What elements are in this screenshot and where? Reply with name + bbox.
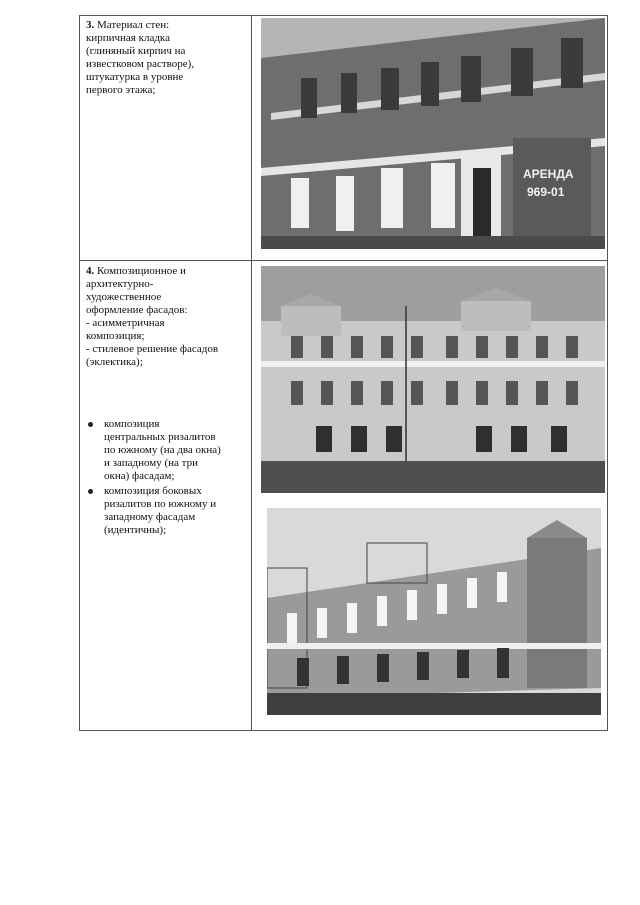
bullet-dot	[88, 489, 93, 494]
building-photo-3	[267, 508, 601, 715]
building-photo-2	[261, 266, 605, 493]
photo-sign-line-1: АРЕНДА	[523, 167, 574, 181]
document-table	[79, 15, 608, 731]
building-photo-2-drawing	[261, 266, 605, 493]
column-divider	[251, 16, 252, 730]
row-4-text: 4. Композиционное и архитектурно- художественное оформление фасадов: - асимметричная композиция; - стилевое решение фасадов (эклектика);	[86, 265, 219, 368]
building-photo-1-drawing	[261, 18, 605, 249]
bullet-item-side-risalits: композиция боковых ризалитов по южному и западному фасадам (идентичны);	[86, 485, 252, 537]
bullet-dot	[88, 422, 93, 427]
row-3-text: 3. Материал стен: кирпичная кладка (глиняный кирпич на известковом растворе), штукатурка в уровне первого этажа;	[86, 19, 195, 96]
row-4-bullet-list	[86, 418, 252, 539]
row-4-number: 4.	[86, 265, 95, 277]
photo-sign-line-2: 969-01	[527, 185, 565, 199]
building-photo-1	[261, 18, 605, 249]
row-divider	[80, 260, 607, 261]
row-3-number: 3.	[86, 19, 95, 31]
building-photo-3-drawing	[267, 508, 601, 715]
bullet-item-central-risalits: композиция центральных ризалитов по южному (на два окна) и западному (на три окна) фасадам;	[86, 418, 252, 483]
